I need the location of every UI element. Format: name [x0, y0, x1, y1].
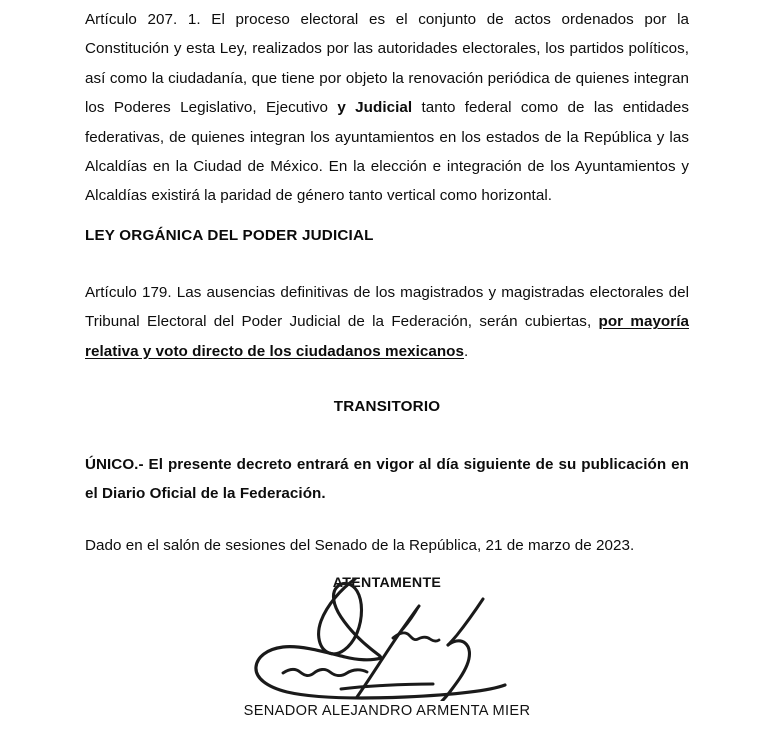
- paragraph-unico-transitorio: ÚNICO.- El presente decreto entrará en vigor al día siguiente de su publicación en el Diario Oficial de la Federación.: [85, 456, 689, 503]
- signer-name: SENADOR ALEJANDRO ARMENTA MIER: [243, 703, 531, 719]
- articulo-179-tail: .: [464, 342, 469, 360]
- signature-block: [85, 575, 689, 730]
- paragraph-dado-en-el-salon: Dado en el salón de sesiones del Senado de la República, 21 de marzo de 2023.: [85, 537, 635, 554]
- paragraph-articulo-179: [85, 278, 689, 366]
- articulo-179-lead: Artículo 179. Las ausencias definitivas de los magistrados y magistradas electorales del Tribunal Electoral del Poder Judicial de la Federación, serán cubiertas,: [85, 284, 689, 331]
- articulo-179-highlighted-fragment: por mayoría relativa y voto directo de los ciudadanos mexicanos: [85, 313, 689, 360]
- handwritten-signature-icon: [253, 573, 528, 701]
- articulo-207-lead: Artículo 207. 1. El proceso electoral es el conjunto de actos ordenados por la Constitución y esta Ley, realizados por las autoridades electorales, los partidos políticos, así como la ciudadanía, que tiene por objeto la renovación periódica de quienes integran los Poderes Legislativo, Ejecutivo: [85, 11, 689, 117]
- atentamente-label: ATENTAMENTE: [332, 575, 442, 591]
- articulo-207-bold-fragment: y Judicial: [337, 99, 413, 117]
- articulo-207-tail: tanto federal como de las entidades federativas, de quienes integran los ayuntamientos en los estados de la República y las Alcaldías en la Ciudad de México. En la elección e integración de los Ayuntamientos y Alcaldías existirá la paridad de género tanto vertical como horizontal.: [85, 99, 690, 205]
- heading-ley-organica-poder-judicial: LEY ORGÁNICA DEL PODER JUDICIAL: [85, 227, 374, 244]
- document-body: [85, 0, 689, 732]
- heading-transitorio: TRANSITORIO: [333, 398, 441, 415]
- paragraph-articulo-207: [85, 5, 689, 211]
